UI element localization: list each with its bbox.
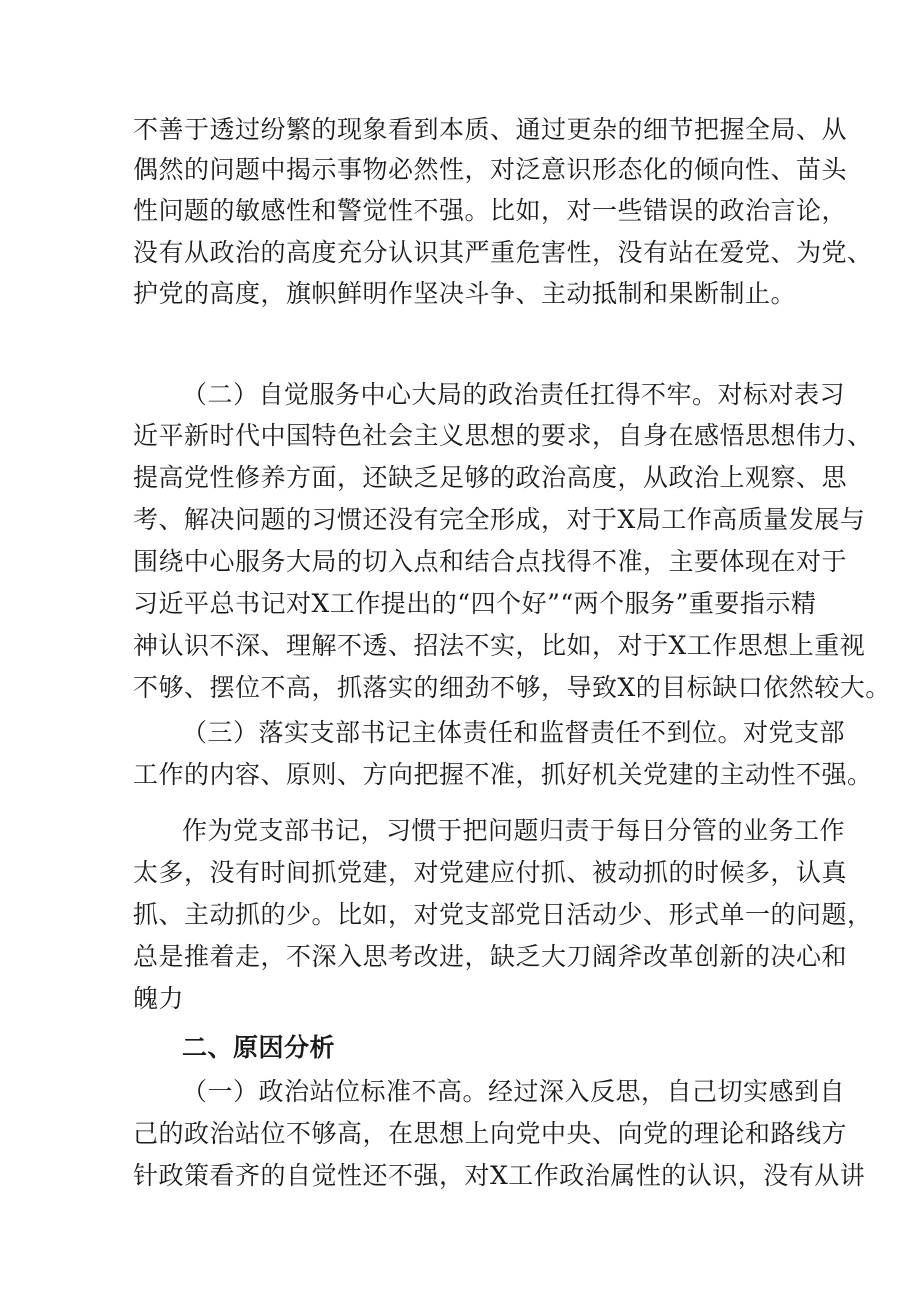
paragraph-line: （三）落实支部书记主体责任和监督责任不到位。对党支部	[182, 718, 846, 747]
paragraph-line: 提高党性修养方面，还缺乏足够的政治高度，从政治上观察、思	[133, 463, 848, 492]
section-heading: 二、原因分析	[182, 1033, 336, 1062]
paragraph-line: 习近平总书记对X工作提出的“四个好”“两个服务”重要指示精	[133, 589, 817, 618]
paragraph-line: 总是推着走，不深入思考改进，缺乏大刀阔斧改革创新的决心和	[133, 942, 848, 971]
paragraph-line: 针政策看齐的自觉性还不强，对X工作政治属性的认识，没有从讲	[133, 1161, 866, 1190]
paragraph-line: 魄力	[133, 984, 185, 1013]
paragraph-line: 作为党支部书记，习惯于把问题归责于每日分管的业务工作	[182, 816, 846, 845]
paragraph-line: （一）政治站位标准不高。经过深入反思，自己切实感到自	[182, 1077, 846, 1106]
paragraph-line: 围绕中心服务大局的切入点和结合点找得不准，主要体现在对于	[133, 547, 848, 576]
paragraph-line: 护党的高度，旗帜鲜明作坚决斗争、主动抵制和果断制止。	[133, 279, 797, 308]
paragraph-line: 没有从政治的高度充分认识其严重危害性，没有站在爱党、为党、	[133, 238, 873, 267]
paragraph-line: 考、解决问题的习惯还没有完全形成，对于X局工作高质量发展与	[133, 505, 866, 534]
paragraph-line: 太多，没有时间抓党建，对党建应付抓、被动抓的时候多，认真	[133, 858, 848, 887]
paragraph-line: 性问题的敏感性和警觉性不强。比如，对一些错误的政治言论，	[133, 196, 848, 225]
paragraph-line: 不够、摆位不高，抓落实的细劲不够，导致X的目标缺口依然较大。	[133, 673, 891, 702]
paragraph-line: 不善于透过纷繁的现象看到本质、通过更杂的细节把握全局、从	[133, 115, 848, 144]
paragraph-line: 近平新时代中国特色社会主义思想的要求，自身在感悟思想伟力、	[133, 421, 873, 450]
paragraph-line: 工作的内容、原则、方向把握不准，抓好机关党建的主动性不强。	[133, 760, 873, 789]
paragraph-line: 神认识不深、理解不透、招法不实，比如，对于X工作思想上重视	[133, 631, 866, 660]
paragraph-line: （二）自觉服务中心大局的政治责任扛得不牢。对标对表习	[182, 380, 846, 409]
paragraph-line: 抓、主动抓的少。比如，对党支部党日活动少、形式单一的问题，	[133, 900, 873, 929]
paragraph-line: 偶然的问题中揭示事物必然性，对泛意识形态化的倾向性、苗头	[133, 155, 848, 184]
paragraph-line: 己的政治站位不够高，在思想上向党中央、向党的理论和路线方	[133, 1119, 848, 1148]
